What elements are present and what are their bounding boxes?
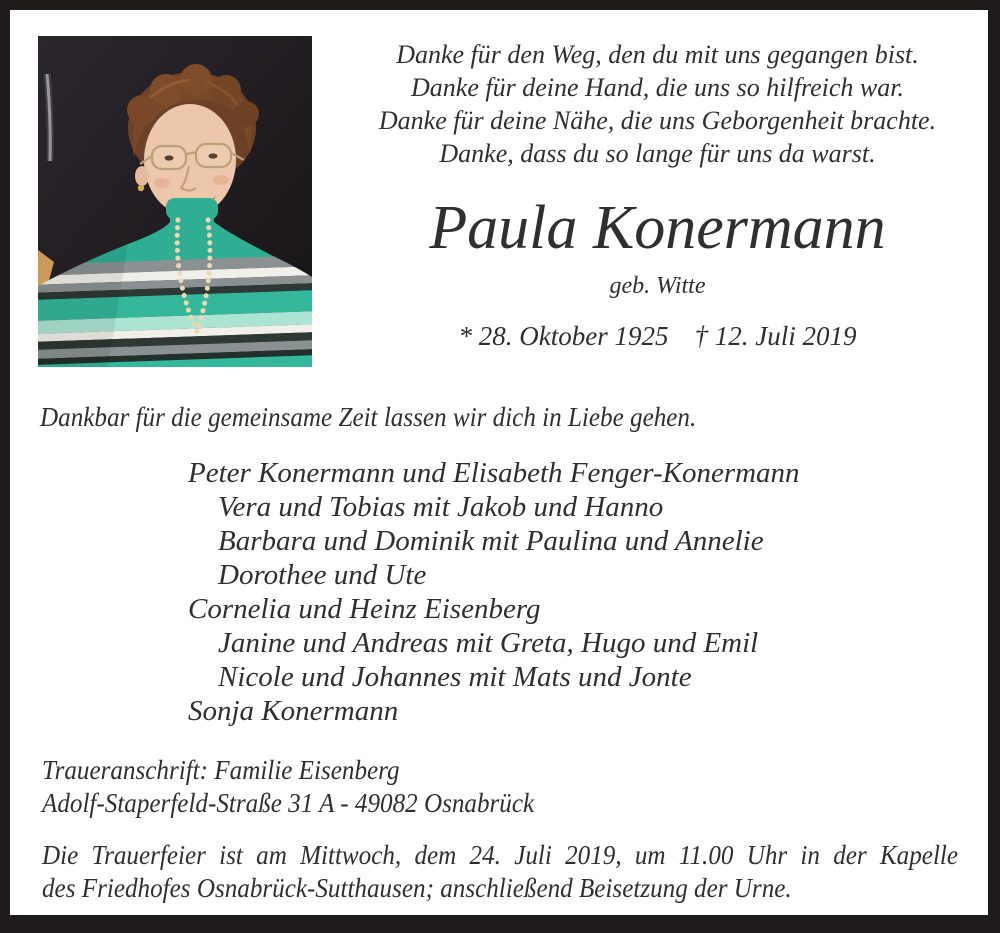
funeral-announcement xyxy=(42,839,958,905)
family-list xyxy=(188,456,800,728)
farewell-line: Dankbar für die gemeinsame Zeit lassen wir dich in Liebe gehen. xyxy=(40,402,697,432)
poem-line: Danke für deine Nähe, die uns Geborgenheit brachte. xyxy=(378,106,937,135)
family-member-line: Vera und Tobias mit Jakob und Hanno xyxy=(218,491,664,523)
poem-line: Danke für deine Hand, die uns so hilfreich war. xyxy=(411,73,904,102)
obituary-card xyxy=(10,10,988,915)
mourning-address xyxy=(42,754,534,820)
maiden-name: geb. Witte xyxy=(609,273,706,299)
memorial-header xyxy=(330,38,985,352)
funeral-announcement-line: Die Trauerfeier ist am Mittwoch, dem 24. Juli 2019, um 11.00 Uhr in der Kapelle xyxy=(42,840,959,870)
poem-line: Danke, dass du so lange für uns da warst. xyxy=(439,139,876,168)
mourning-address-line: Traueranschrift: Familie Eisenberg xyxy=(42,755,400,785)
portrait-photo xyxy=(38,36,312,367)
deceased-name: Paula Konermann xyxy=(429,194,886,262)
family-member-line: Janine und Andreas mit Greta, Hugo und Emil xyxy=(218,627,759,659)
family-member-line: Cornelia und Heinz Eisenberg xyxy=(188,593,541,625)
birth-date: * 28. Oktober 1925 xyxy=(458,321,669,351)
death-date: † 12. Juli 2019 xyxy=(694,321,857,351)
mourning-address-line: Adolf-Staperfeld-Straße 31 A - 49082 Osnabrück xyxy=(42,788,535,818)
family-member-line: Barbara und Dominik mit Paulina und Annelie xyxy=(218,525,764,557)
family-member-line: Nicole und Johannes mit Mats und Jonte xyxy=(218,661,692,693)
memorial-poem xyxy=(330,38,985,170)
funeral-announcement-line: des Friedhofes Osnabrück-Sutthausen; anschließend Beisetzung der Urne. xyxy=(42,873,792,903)
poem-line: Danke für den Weg, den du mit uns gegangen bist. xyxy=(396,40,919,69)
family-member-line: Peter Konermann und Elisabeth Fenger-Konermann xyxy=(188,457,800,489)
family-member-line: Dorothee und Ute xyxy=(218,559,427,591)
portrait-photo-art xyxy=(38,36,312,367)
family-member-line: Sonja Konermann xyxy=(188,695,399,727)
life-dates xyxy=(330,321,985,352)
